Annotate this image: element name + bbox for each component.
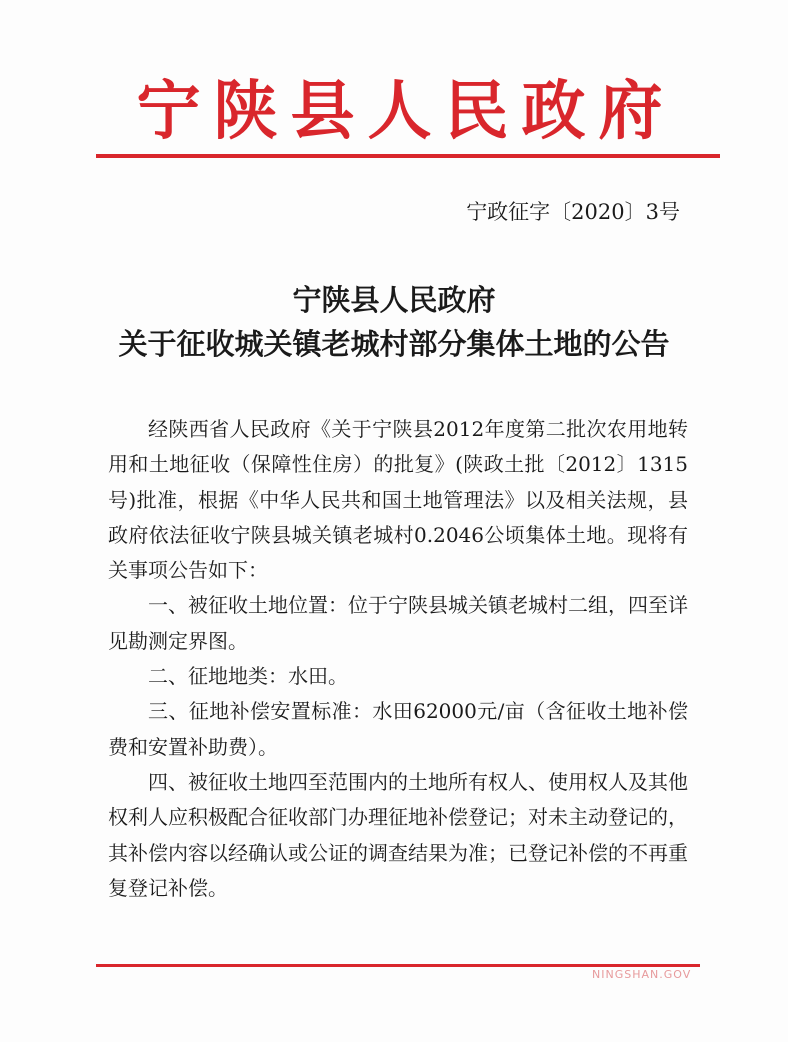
title-line-1: 宁陕县人民政府 — [292, 283, 496, 317]
header-red-rule — [96, 154, 720, 158]
title-line-2: 关于征收城关镇老城村部分集体土地的公告 — [118, 327, 670, 361]
item-location-paragraph: 一、被征收土地位置：位于宁陕县城关镇老城村二组，四至详见勘测定界图。 — [108, 593, 688, 653]
item-land-type-paragraph: 二、征地地类：水田。 — [148, 664, 348, 689]
item-compensation-paragraph: 三、征地补偿安置标准：水田62000元/亩（含征收土地补偿费和安置补助费）。 — [108, 699, 688, 759]
intro-paragraph: 经陕西省人民政府《关于宁陕县2012年度第二批次农用地转用和土地征收（保障性住房）的批复》(陕政土批〔2012〕1315号)批准，根据《中华人民共和国土地管理法》以及相关法规，县政府依法征收宁陕县城关镇老城村0.2046公顷集体土地。现将有关事项公告如下： — [108, 417, 688, 583]
document-title — [60, 278, 728, 366]
watermark-text: NINGSHAN.GOV — [592, 968, 692, 981]
footer-red-rule — [96, 964, 700, 967]
document-number: 宁政征字〔2020〕3号 — [466, 200, 680, 224]
issuing-authority-header: 宁陕县人民政府 — [136, 74, 676, 149]
item-registration-paragraph: 四、被征收土地四至范围内的土地所有权人、使用权人及其他权利人应积极配合征收部门办理征地补偿登记；对未主动登记的，其补偿内容以经确认或公证的调查结果为准；已登记补偿的不再重复登记补偿。 — [108, 769, 688, 900]
announcement-body — [108, 412, 688, 906]
